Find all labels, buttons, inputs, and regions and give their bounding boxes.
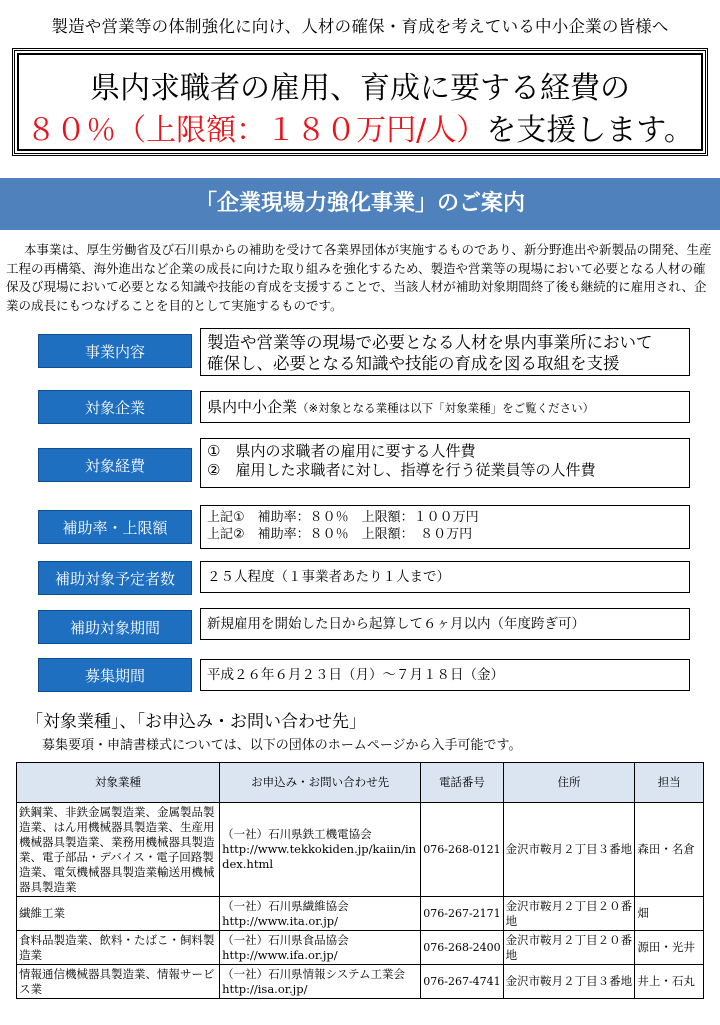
contact-cell xyxy=(220,931,421,965)
target-cost-line1: ① 県内の求職者の雇用に要する人件費 xyxy=(207,442,476,460)
label-rate: 補助率・上限額 xyxy=(38,510,192,544)
phone-cell: 076-268-2400 xyxy=(421,931,503,965)
target-cost-line2: ② 雇用した求職者に対し、指導を行う従業員等の人件費 xyxy=(207,461,596,479)
address-cell: 金沢市鞍月２丁目３番地 xyxy=(503,965,635,999)
contact-cell xyxy=(220,965,421,999)
content-line2: 確保し、必要となる知識や技能の育成を図る取組を支援 xyxy=(207,354,620,373)
org-name: （一社）石川県鉄工機電協会 xyxy=(222,827,372,841)
label-planned: 補助対象予定者数 xyxy=(38,561,192,595)
industry-cell: 繊維工業 xyxy=(17,897,220,931)
address-cell: 金沢市鞍月２丁目２０番地 xyxy=(503,931,635,965)
person-cell: 畑 xyxy=(635,897,704,931)
col-contact: お申込み・お問い合わせ先 xyxy=(220,763,421,803)
address-cell: 金沢市鞍月２丁目３番地 xyxy=(503,803,635,897)
org-url-link[interactable]: http://www.ifa.or.jp/ xyxy=(222,947,338,962)
org-url-link[interactable]: http://www.tekkokiden.jp/kaiin/index.html xyxy=(222,842,417,871)
content-box xyxy=(200,328,690,376)
period-box: 新規雇用を開始した日から起算して６ヶ月以内（年度跨ぎ可） xyxy=(200,608,690,640)
headline-line1: 県内求職者の雇用、育成に要する経費の xyxy=(90,71,630,106)
industry-cell: 鉄鋼業、非鉄金属製造業、金属製品製造業、はん用機械器具製造業、生産用機械器具製造業、業務用機械器具製造業、電子部品・デバイス・電子回路製造業、電気機械器具製造業輸送用機械器具製造業 xyxy=(17,803,220,897)
org-name: （一社）石川県情報システム工業会 xyxy=(222,966,405,981)
label-content: 事業内容 xyxy=(38,334,192,368)
person-cell: 井上・石丸 xyxy=(635,965,704,999)
target-company-note: （※対象となる業種は以下「対象業種」をご覧ください） xyxy=(297,401,595,415)
col-industry: 対象業種 xyxy=(17,763,220,803)
headline-line2 xyxy=(15,113,705,149)
person-cell: 森田・名倉 xyxy=(635,803,704,897)
table-row xyxy=(17,931,704,965)
headline-suffix: を支援します。 xyxy=(486,113,694,148)
label-recruit: 募集期間 xyxy=(38,658,192,692)
org-url-link[interactable]: http://isa.or.jp/ xyxy=(222,981,308,996)
program-banner: 「企業現場力強化事業」のご案内 xyxy=(0,178,720,230)
target-cost-box xyxy=(200,438,690,488)
col-phone: 電話番号 xyxy=(421,763,503,803)
phone-cell: 076-267-4741 xyxy=(421,965,503,999)
rate-line2: 上記② 補助率：８０％ 上限額： ８０万円 xyxy=(207,527,473,542)
contacts-note: 募集要項・申請書様式については、以下の団体のホームページから入手可能です。 xyxy=(42,738,522,753)
table-row xyxy=(17,897,704,931)
target-company-main: 県内中小企業 xyxy=(207,398,298,416)
top-line: 製造や営業等の体制強化に向け、人材の確保・育成を考えている中小企業の皆様へ xyxy=(51,17,669,36)
rate-box xyxy=(200,505,690,549)
col-person: 担当 xyxy=(635,763,704,803)
planned-box: ２５人程度（１事業者あたり１人まで） xyxy=(200,561,690,593)
table-row xyxy=(17,803,704,897)
person-cell: 源田・光井 xyxy=(635,931,704,965)
col-address: 住所 xyxy=(503,763,635,803)
contact-cell xyxy=(220,803,421,897)
contacts-header-row xyxy=(17,763,704,803)
intro-text: 本事業は、厚生労働省及び石川県からの補助を受けて各業界団体が実施するものであり、新分野進出や新製品の開発、生産工程の再構築、海外進出など企業の成長に向けた取り組みを強化するため、製造や営業等の現場において必要となる人材の確保及び現場において必要となる知識や技能の育成を支援することで、当該人材が補助対象期間終了後も継続的に雇用され、企業の成長にもつなげることを目的として実施するものです。 xyxy=(6,242,712,313)
industry-cell: 食料品製造業、飲料・たばこ・飼料製造業 xyxy=(17,931,220,965)
contact-cell xyxy=(220,897,421,931)
headline-highlight: ８０％（上限額：１８０万円/人） xyxy=(26,113,487,148)
org-name: （一社）石川県繊維協会 xyxy=(222,898,349,913)
phone-cell: 076-267-2171 xyxy=(421,897,503,931)
rate-line1: 上記① 補助率：８０％ 上限額：１００万円 xyxy=(207,510,479,525)
label-target-company: 対象企業 xyxy=(38,390,192,424)
address-cell: 金沢市鞍月２丁目２０番地 xyxy=(503,897,635,931)
contacts-table xyxy=(16,762,704,999)
target-company-box xyxy=(200,391,690,423)
contacts-heading: 「対象業種」、「お申込み・お問い合わせ先」 xyxy=(26,712,366,732)
label-period: 補助対象期間 xyxy=(38,610,192,644)
table-row xyxy=(17,965,704,999)
recruit-box: 平成２６年６月２３日（月）～７月１８日（金） xyxy=(200,659,690,691)
phone-cell: 076-268-0121 xyxy=(421,803,503,897)
org-name: （一社）石川県食品協会 xyxy=(222,932,349,947)
label-target-cost: 対象経費 xyxy=(38,448,192,482)
content-line1: 製造や営業等の現場で必要となる人材を県内事業所において xyxy=(207,333,653,352)
org-url-link[interactable]: http://www.ita.or.jp/ xyxy=(222,913,338,928)
industry-cell: 情報通信機械器具製造業、情報サービス業 xyxy=(17,965,220,999)
headline-box xyxy=(12,48,708,156)
